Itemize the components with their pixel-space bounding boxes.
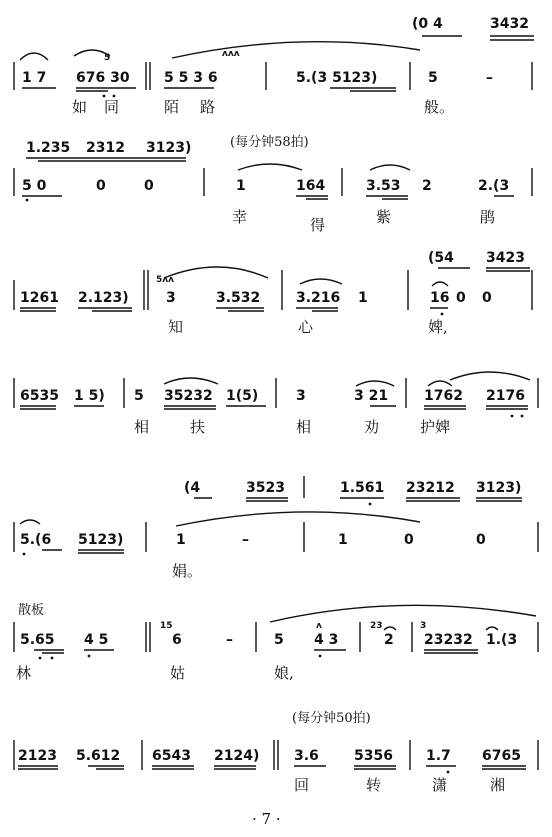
lyric: 紫 xyxy=(376,208,392,226)
svg-text:5: 5 xyxy=(104,53,111,63)
note: 2.(3 xyxy=(478,178,510,194)
note: 1 xyxy=(358,290,368,306)
svg-text:5ʌʌ: 5ʌʌ xyxy=(156,275,174,285)
upper-note: 3123) xyxy=(476,480,522,496)
note: 16 xyxy=(430,290,450,306)
note: 5 0 xyxy=(22,178,47,194)
note: 3 21 xyxy=(354,388,389,404)
note: 5123) xyxy=(78,532,124,548)
lyric: 娘, xyxy=(274,664,294,682)
note: 0 xyxy=(404,532,414,548)
note: 0 xyxy=(456,290,466,306)
upper-note: 3432 xyxy=(490,16,529,32)
note: 4 3 xyxy=(314,632,339,648)
system-6 xyxy=(14,602,538,682)
note: – xyxy=(486,70,493,86)
svg-text:23: 23 xyxy=(370,621,383,631)
note: 5 xyxy=(134,388,144,404)
upper-note: 1.561 xyxy=(340,480,385,496)
note: 2 xyxy=(384,632,394,648)
note: 5.(6 xyxy=(20,532,52,548)
note: 5.612 xyxy=(76,748,121,764)
upper-note: 1.235 xyxy=(26,140,71,156)
upper-note: 3423 xyxy=(486,250,525,266)
lyric: 如 xyxy=(72,98,88,116)
lyric: 陌 xyxy=(164,98,180,116)
page-number: · 7 · xyxy=(252,810,281,828)
lyric: 婢, xyxy=(428,318,448,336)
upper-note: 3523 xyxy=(246,480,285,496)
note: 2.123) xyxy=(78,290,129,306)
note: 6765 xyxy=(482,748,521,764)
upper-note: (54 xyxy=(428,250,454,266)
lyric: 般。 xyxy=(424,98,455,116)
lyric: 林 xyxy=(16,664,32,682)
lyric: 知 xyxy=(168,318,184,336)
tempo-label: 散板 xyxy=(18,603,45,618)
note: 1 xyxy=(236,178,246,194)
lyric: 鹃 xyxy=(480,208,496,226)
note: 164 xyxy=(296,178,326,194)
note: 3 xyxy=(166,290,176,306)
system-5 xyxy=(14,476,538,580)
tempo-marking: (每分钟58拍) xyxy=(230,135,309,150)
note: 23232 xyxy=(424,632,473,648)
note: 3.532 xyxy=(216,290,261,306)
system-4 xyxy=(14,372,538,436)
svg-text:ʌ: ʌ xyxy=(316,621,322,631)
lyric: 得 xyxy=(310,216,326,234)
note: 3.6 xyxy=(294,748,319,764)
note: 1 xyxy=(176,532,186,548)
note: 1 5) xyxy=(74,388,105,404)
lyric: 心 xyxy=(298,318,314,336)
note: 1261 xyxy=(20,290,59,306)
svg-text:15: 15 xyxy=(160,621,173,631)
lyric: 路 xyxy=(200,98,216,116)
note: 5.(3 5123) xyxy=(296,70,378,86)
note: 5.65 xyxy=(20,632,55,648)
tempo-marking: (每分钟50拍) xyxy=(292,711,371,726)
lyric: 姑 xyxy=(170,664,186,682)
note: 5 xyxy=(428,70,438,86)
note: 5 xyxy=(274,632,284,648)
lyric: 潇 xyxy=(432,776,448,794)
lyric: 相 xyxy=(134,418,150,436)
upper-note: 23212 xyxy=(406,480,455,496)
note: 2124) xyxy=(214,748,260,764)
lyric: 转 xyxy=(366,776,382,794)
upper-note: 2312 xyxy=(86,140,125,156)
lyric: 幸 xyxy=(232,208,248,226)
note: – xyxy=(226,632,233,648)
note: 2 xyxy=(422,178,432,194)
note: 5 5 3 6 xyxy=(164,70,218,86)
upper-note: (0 4 xyxy=(412,16,443,32)
note: 3.216 xyxy=(296,290,341,306)
note: 0 xyxy=(482,290,492,306)
lyric: 娟。 xyxy=(172,562,203,580)
note: 1.7 xyxy=(426,748,451,764)
upper-note: (4 xyxy=(184,480,201,496)
lyric: 扶 xyxy=(190,418,206,436)
note: 1 xyxy=(338,532,348,548)
note: 3 xyxy=(296,388,306,404)
upper-note: 3123) xyxy=(146,140,192,156)
svg-text:ʌʌʌ: ʌʌʌ xyxy=(222,49,240,59)
note: 2176 xyxy=(486,388,525,404)
note: – xyxy=(242,532,249,548)
note: 1(5) xyxy=(226,388,259,404)
system-3 xyxy=(14,250,532,336)
system-1 xyxy=(14,16,534,116)
note: 0 xyxy=(144,178,154,194)
note: 5356 xyxy=(354,748,393,764)
note: 35232 xyxy=(164,388,213,404)
lyric: 同 xyxy=(104,98,120,116)
lyric: 护婢 xyxy=(420,418,451,436)
note: 3.53 xyxy=(366,178,401,194)
note: 676 30 xyxy=(76,70,130,86)
lyric: 劝 xyxy=(364,418,380,436)
note: 0 xyxy=(96,178,106,194)
note: 2123 xyxy=(18,748,57,764)
system-7 xyxy=(14,710,538,794)
note: 0 xyxy=(476,532,486,548)
note: 1 7 xyxy=(22,70,47,86)
note: 1762 xyxy=(424,388,463,404)
note: 6 xyxy=(172,632,182,648)
lyric: 湘 xyxy=(490,776,506,794)
note: 1.(3 xyxy=(486,632,518,648)
note: 6543 xyxy=(152,748,191,764)
svg-text:3: 3 xyxy=(420,621,427,631)
note: 4 5 xyxy=(84,632,109,648)
lyric: 相 xyxy=(296,418,312,436)
lyric: 回 xyxy=(294,776,310,794)
system-2 xyxy=(14,134,532,234)
note: 6535 xyxy=(20,388,59,404)
